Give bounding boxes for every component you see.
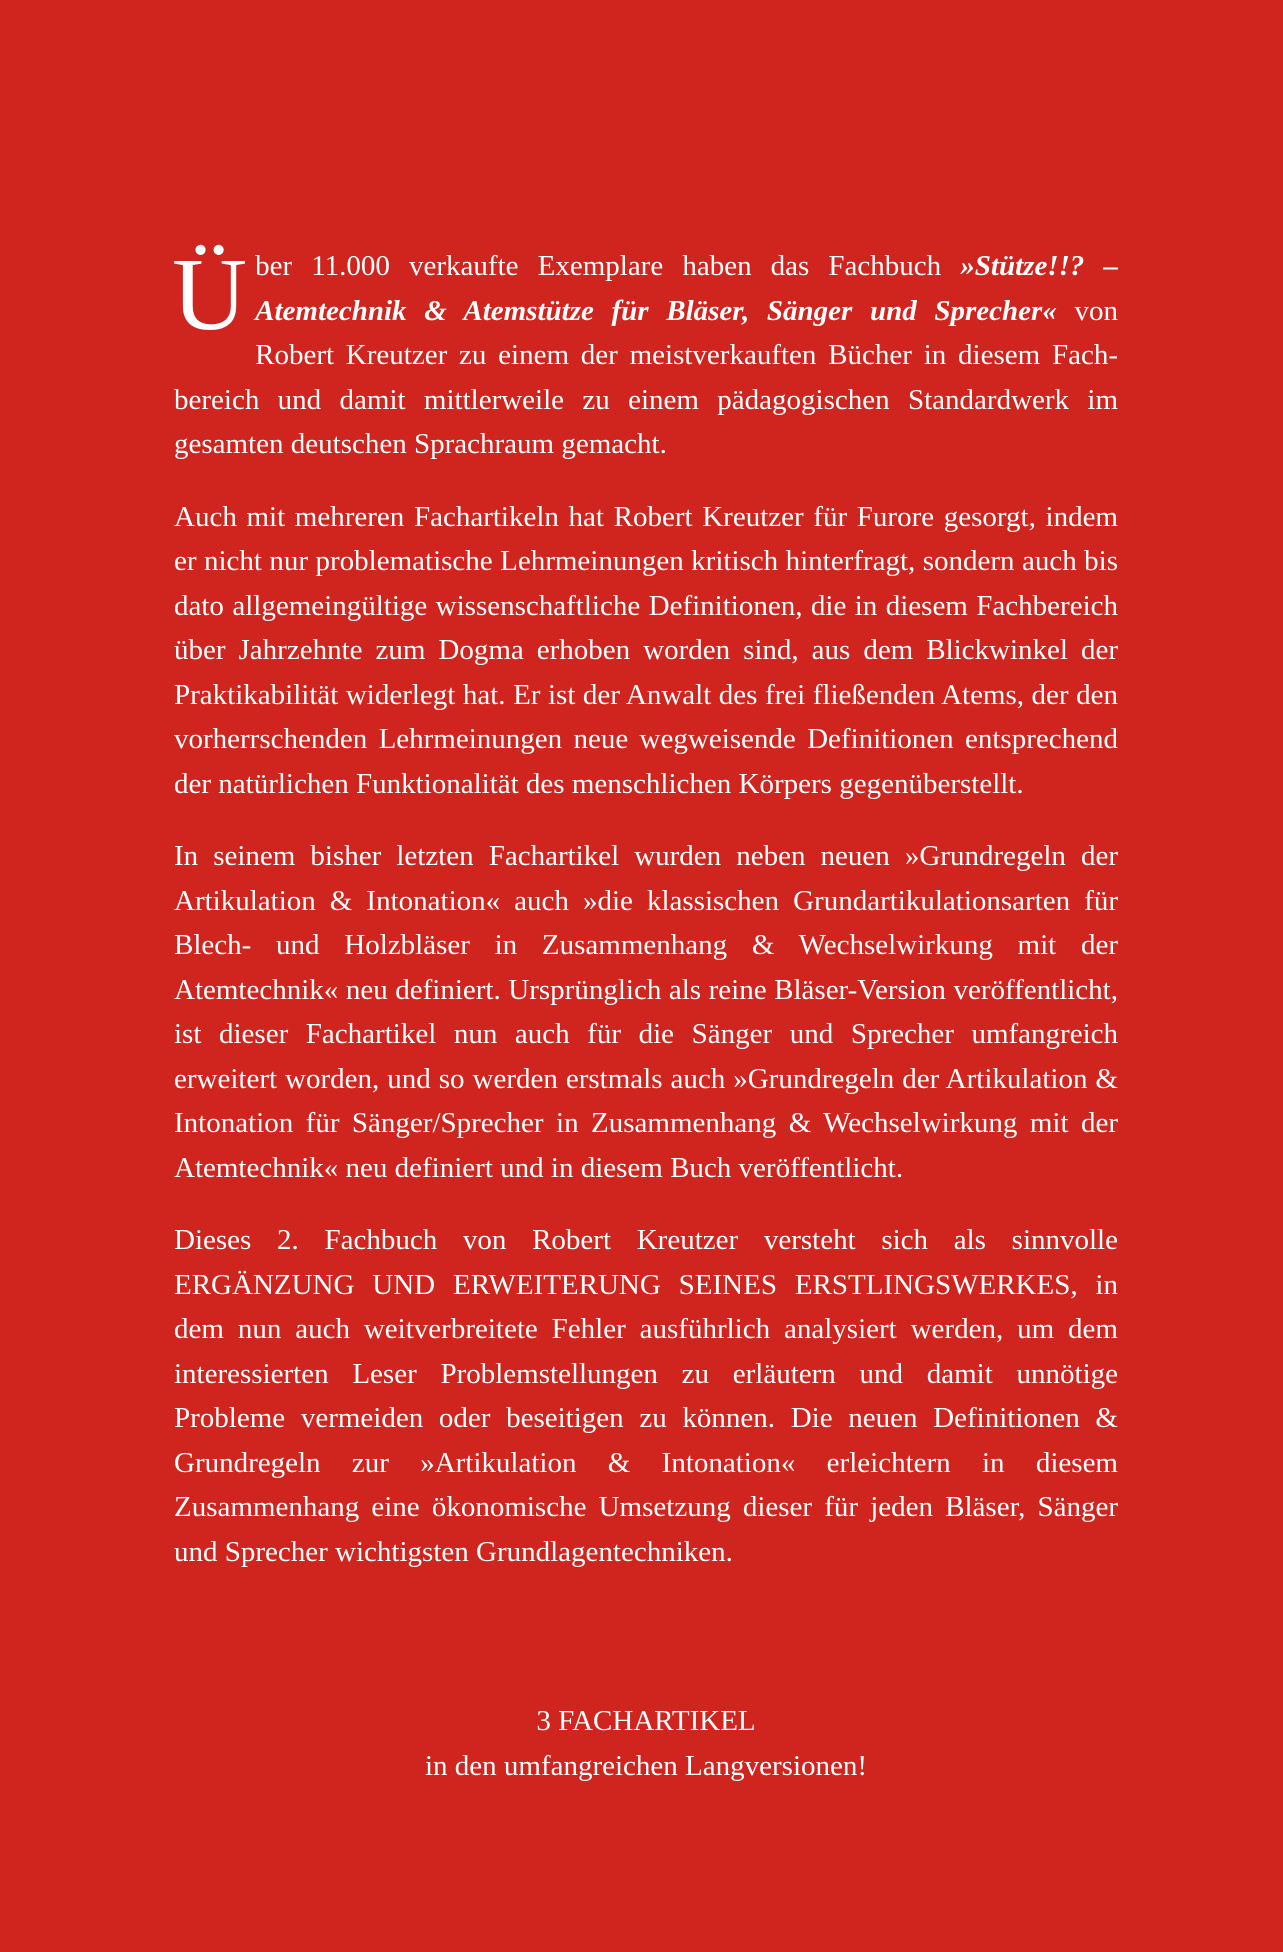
footer-line-1: 3 FACHARTIKEL <box>536 1705 756 1737</box>
paragraph-1-end: von Robert Kreutzer zu einem der meistverkauften Bücher in diesem Fachbereich und damit mittlerweile zu einem pädagogischen Standardwerk im gesamten deutschen Sprachraum gemacht. <box>174 294 1119 460</box>
blurb-text <box>172 237 1119 1602</box>
paragraph-2: Auch mit mehreren Fachartikeln hat Robert Kreutzer für Furore gesorgt, indem er nicht nur problematische Lehrmeinungen kritisch hinterfragt, sondern auch bis dato allgemeingültige wissenschaftliche Definitionen, die in diesem Fachbereich über Jahrzehnte zum Dogma erhoben worden sind, aus dem Blickwinkel der Praktikabilität widerlegt hat. Er ist der Anwalt des frei fließenden Atems, der den vorherrschenden Lehrmeinungen neue wegweisende Definitionen entsprechend der natürlichen Funktionalität des menschlichen Körpers gegenüberstellt. <box>174 500 1118 800</box>
footer-line-2: in den umfangreichen Langversionen! <box>424 1749 868 1782</box>
book-title: »Stütze!!? – Atemtechnik & Atemstütze für Bläser, Sänger und Sprecher« <box>255 250 1118 327</box>
paragraph-1 <box>172 237 1119 467</box>
paragraph-4: Dieses 2. Fachbuch von Robert Kreutzer versteht sich als sinnvolle ERGÄNZUNG UND ERWEITERUNG SEINES ERSTLINGSWERKES, in dem nun auch weitverbreitete Fehler ausführlich analysiert werden, um dem interessierten Leser Problemstellungen zu erläutern und damit unnötige Probleme vermeiden oder beseitigen zu können. Die neuen Definitionen & Grundregeln zur »Artikulation & Intonation« erleichtern in diesem Zusammenhang eine ökonomische Umsetzung dieser für jeden Bläser, Sänger und Sprecher wichtigsten Grundlagentechniken. <box>174 1224 1118 1568</box>
drop-cap: Ü <box>172 237 248 352</box>
footer-note <box>174 1699 1118 1788</box>
paragraph-3: In seinem bisher letzten Fachartikel wurden neben neuen »Grundregeln der Artikulation & Intonation« auch »die klassischen Grundartikulationsarten für Blech- und Holzbläser in Zusammenhang & Wechselwirkung mit der Atemtechnik« neu definiert. Ursprünglich als reine Bläser-Version veröffentlicht, ist dieser Fachartikel nun auch für die Sänger und Sprecher umfangreich erweitert worden, und so werden erstmals auch »Grundregeln der Artikulation & Intonation für Sänger/Sprecher in Zusammenhang & Wechselwirkung mit der Atemtechnik« neu definiert und in diesem Buch veröffentlicht. <box>174 840 1118 1184</box>
paragraph-1-start: ber 11.000 verkaufte Exemplare haben das Fachbuch <box>255 250 961 282</box>
